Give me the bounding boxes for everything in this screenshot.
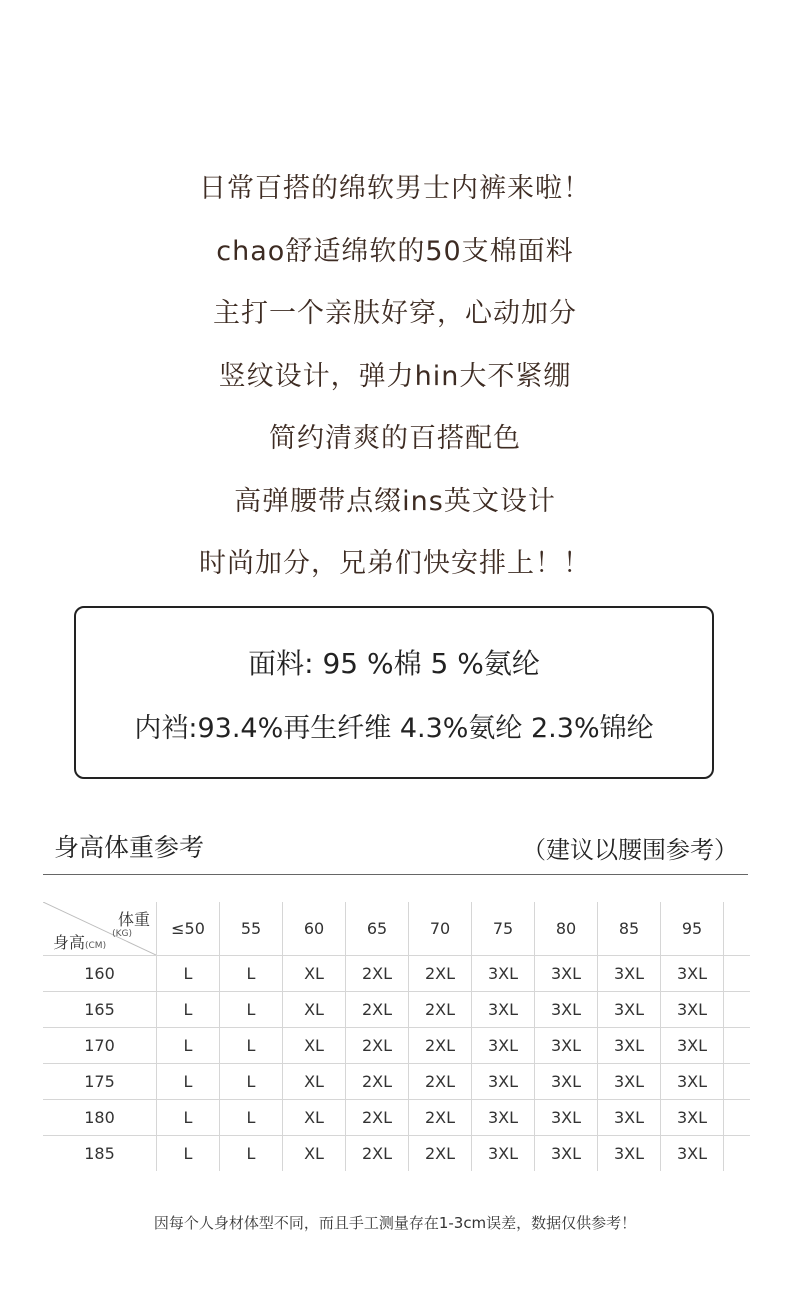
size-cell: L <box>220 956 283 992</box>
table-row <box>43 1064 750 1100</box>
size-cell: 2XL <box>346 1100 409 1136</box>
size-cell: 2XL <box>346 1028 409 1064</box>
weight-column-header: 70 <box>409 902 472 956</box>
size-cell: L <box>157 1136 220 1172</box>
height-row-label: 160 <box>43 956 157 992</box>
size-cell: 2XL <box>346 956 409 992</box>
size-cell: 2XL <box>346 1064 409 1100</box>
size-cell: 3XL <box>598 1100 661 1136</box>
size-table-corner <box>43 902 157 956</box>
weight-column-header: ≤50 <box>157 902 220 956</box>
table-spacer-cell <box>724 992 751 1028</box>
weight-column-header: 80 <box>535 902 598 956</box>
size-cell: L <box>220 1064 283 1100</box>
height-row-label: 175 <box>43 1064 157 1100</box>
size-cell: 3XL <box>661 956 724 992</box>
size-cell: 2XL <box>409 1100 472 1136</box>
measurement-disclaimer: 因每个人身材体型不同，而且手工测量存在1-3cm误差，数据仅供参考！ <box>153 1214 637 1232</box>
intro-line: 高弹腰带点缀ins英文设计 <box>234 485 556 517</box>
size-cell: 2XL <box>409 1136 472 1172</box>
intro-line: 简约清爽的百搭配色 <box>269 423 521 454</box>
size-cell: XL <box>283 1028 346 1064</box>
weight-header: 体重 <box>117 910 150 929</box>
size-cell: 3XL <box>472 1100 535 1136</box>
size-cell: L <box>220 1100 283 1136</box>
table-spacer-cell <box>724 956 751 992</box>
height-header-text: 身高 <box>53 933 86 952</box>
size-cell: L <box>220 1136 283 1172</box>
weight-column-header: 65 <box>346 902 409 956</box>
size-cell: 3XL <box>661 1100 724 1136</box>
size-cell: 3XL <box>535 956 598 992</box>
intro-line: 主打一个亲肤好穿，心动加分 <box>213 298 577 329</box>
size-cell: 3XL <box>598 956 661 992</box>
weight-unit: (KG) <box>112 929 132 939</box>
size-cell: 3XL <box>535 1028 598 1064</box>
height-row-label: 165 <box>43 992 157 1028</box>
size-cell: 3XL <box>472 956 535 992</box>
height-row-label: 180 <box>43 1100 157 1136</box>
table-row <box>43 1136 750 1172</box>
size-cell: 3XL <box>535 1100 598 1136</box>
size-cell: 2XL <box>346 992 409 1028</box>
table-spacer-cell <box>724 1100 751 1136</box>
size-cell: XL <box>283 992 346 1028</box>
size-cell: 3XL <box>472 1028 535 1064</box>
size-cell: XL <box>283 1100 346 1136</box>
size-table <box>43 902 750 1171</box>
size-cell: 3XL <box>598 1064 661 1100</box>
size-cell: 3XL <box>472 1136 535 1172</box>
size-cell: L <box>157 1100 220 1136</box>
size-cell: 3XL <box>472 992 535 1028</box>
size-cell: XL <box>283 1064 346 1100</box>
weight-column-header: 60 <box>283 902 346 956</box>
fabric-crotch-composition: 内裆:93.4%再生纤维 4.3%氨纶 2.3%锦纶 <box>134 713 654 744</box>
table-row <box>43 956 750 992</box>
size-cell: 3XL <box>661 1064 724 1100</box>
size-section-title: 身高体重参考 <box>54 833 205 862</box>
height-row-label: 170 <box>43 1028 157 1064</box>
fabric-composition-box <box>74 606 714 779</box>
table-spacer-cell <box>724 1136 751 1172</box>
size-cell: 2XL <box>409 956 472 992</box>
weight-column-header: 55 <box>220 902 283 956</box>
size-cell: 3XL <box>661 1136 724 1172</box>
table-spacer-cell <box>724 1064 751 1100</box>
size-cell: L <box>157 992 220 1028</box>
size-table-header-row <box>43 902 750 956</box>
intro-line: chao舒适绵软的50支棉面料 <box>216 235 574 267</box>
intro-line: 竖纹设计，弹力hin大不紧绷 <box>218 360 572 392</box>
size-cell: L <box>157 1064 220 1100</box>
intro-copy <box>0 158 790 596</box>
size-cell: L <box>157 1028 220 1064</box>
size-cell: L <box>220 1028 283 1064</box>
height-unit: (CM) <box>85 941 107 951</box>
weight-column-header: 85 <box>598 902 661 956</box>
size-cell: 3XL <box>598 1136 661 1172</box>
table-spacer-cell <box>724 902 751 956</box>
size-cell: 3XL <box>598 1028 661 1064</box>
size-cell: 3XL <box>472 1064 535 1100</box>
size-cell: XL <box>283 956 346 992</box>
weight-column-header: 95 <box>661 902 724 956</box>
size-section-note: （建议以腰围参考） <box>522 836 738 864</box>
size-cell: 3XL <box>661 1028 724 1064</box>
weight-column-header: 75 <box>472 902 535 956</box>
intro-line: 时尚加分，兄弟们快安排上！！ <box>199 548 591 579</box>
size-cell: 3XL <box>535 992 598 1028</box>
size-cell: 3XL <box>661 992 724 1028</box>
fabric-main-composition: 面料: 95 %棉 5 %氨纶 <box>248 647 540 680</box>
section-divider <box>43 874 748 875</box>
table-row <box>43 1100 750 1136</box>
size-cell: 2XL <box>409 1028 472 1064</box>
table-row <box>43 992 750 1028</box>
size-cell: 3XL <box>598 992 661 1028</box>
size-cell: L <box>220 992 283 1028</box>
table-row <box>43 1028 750 1064</box>
size-cell: XL <box>283 1136 346 1172</box>
height-row-label: 185 <box>43 1136 157 1172</box>
size-cell: 3XL <box>535 1064 598 1100</box>
size-cell: 2XL <box>346 1136 409 1172</box>
size-cell: L <box>157 956 220 992</box>
height-header <box>53 930 106 953</box>
intro-line: 日常百搭的绵软男士内裤来啦！ <box>199 173 591 204</box>
size-cell: 2XL <box>409 1064 472 1100</box>
size-cell: 2XL <box>409 992 472 1028</box>
table-spacer-cell <box>724 1028 751 1064</box>
size-cell: 3XL <box>535 1136 598 1172</box>
